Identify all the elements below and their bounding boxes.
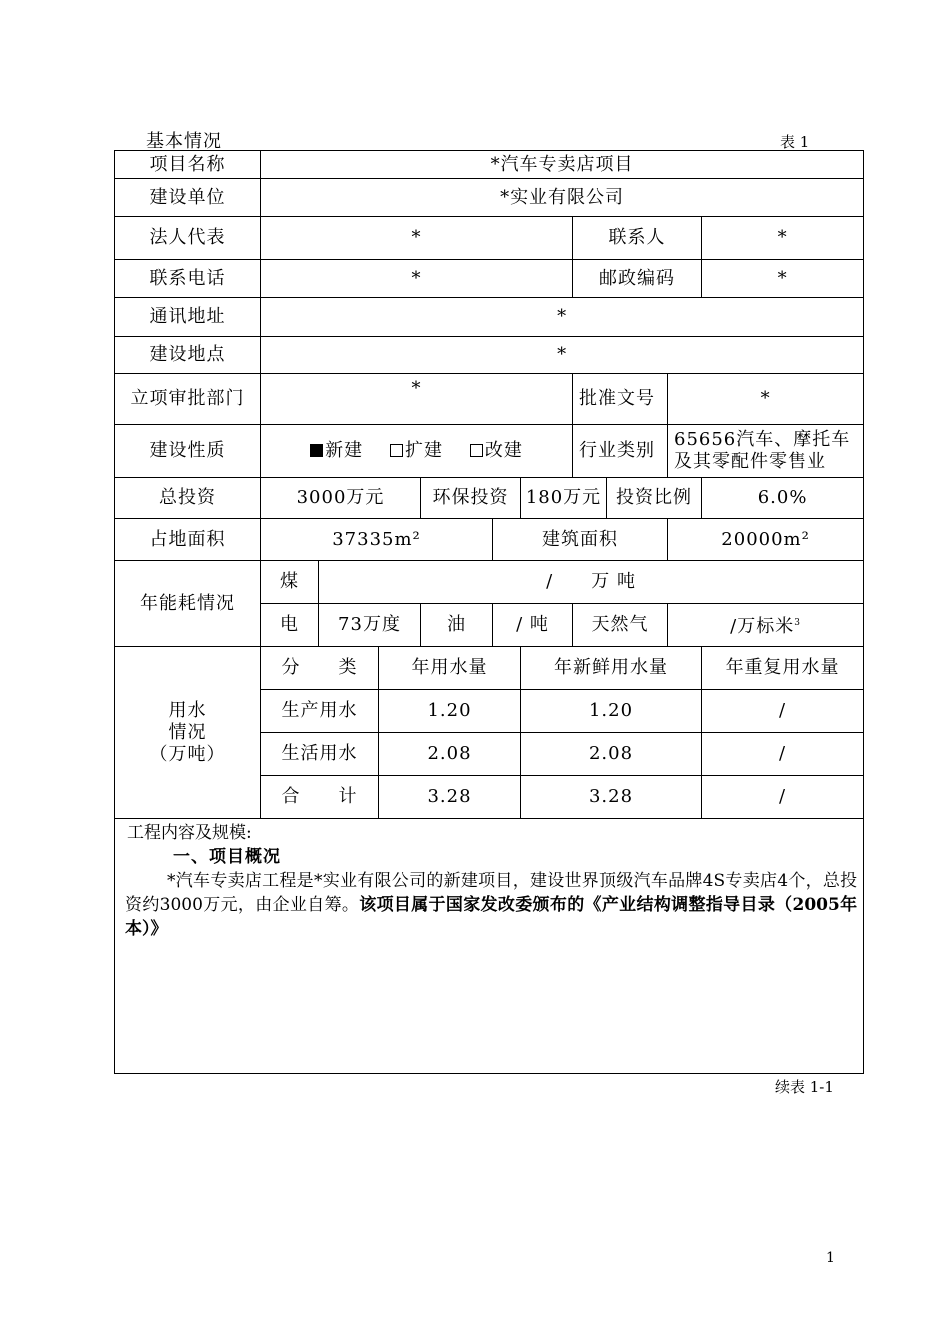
water-row-annual: 2.08 (379, 733, 521, 776)
nature-option-rebuild: 改建 (484, 440, 523, 461)
legal: * (261, 217, 573, 260)
water-row-annual: 3.28 (379, 776, 521, 819)
oil: / 吨 (493, 604, 573, 647)
water-row-fresh: 3.28 (521, 776, 702, 819)
nature-option-expand: 扩建 (405, 440, 443, 461)
water-col-fresh: 年新鲜用水量 (521, 647, 702, 690)
site-label: 建设地点 (115, 337, 261, 374)
elec: 73万度 (319, 604, 421, 647)
approval-doc-label: 批准文号 (573, 374, 668, 425)
coal-label: 煤 (261, 561, 319, 604)
water-row-fresh: 2.08 (521, 733, 702, 776)
nature-options (261, 425, 573, 478)
water-row-reuse: / (702, 776, 864, 819)
checkbox-empty-icon (390, 444, 403, 457)
oil-label: 油 (421, 604, 493, 647)
nature-option-new: 新建 (325, 440, 364, 461)
approval-dept: * (261, 374, 573, 425)
phone-label: 联系电话 (115, 260, 261, 298)
ratio: 6.0% (702, 478, 864, 519)
content-paragraph (125, 869, 857, 941)
section-title: 基本情况 (146, 131, 222, 152)
land-label: 占地面积 (115, 519, 261, 561)
invest: 3000万元 (261, 478, 421, 519)
industry-label: 行业类别 (573, 425, 668, 478)
gas-label: 天然气 (573, 604, 668, 647)
water-row-annual: 1.20 (379, 690, 521, 733)
water-row-type: 生活用水 (261, 733, 379, 776)
building: 20000m² (668, 519, 864, 561)
env-invest: 180万元 (521, 478, 607, 519)
content-text: *汽车专卖店工程是*实业有限公司的新建项目，建设世界顶级汽车品牌4S专卖店4个，总投资约3000万元，由企业自筹。 (125, 871, 858, 915)
checkbox-empty-icon (470, 444, 483, 457)
water-row-reuse: / (702, 733, 864, 776)
energy-label: 年能耗情况 (115, 561, 261, 647)
address-label: 通讯地址 (115, 298, 261, 337)
water-row-reuse: / (702, 690, 864, 733)
water-row-type: 生产用水 (261, 690, 379, 733)
invest-label: 总投资 (115, 478, 261, 519)
water-label-2: 情况 (168, 721, 207, 743)
building-label: 建筑面积 (493, 519, 668, 561)
contact-label: 联系人 (573, 217, 702, 260)
contact: * (702, 217, 864, 260)
approval-doc: * (668, 374, 864, 425)
water-row-type: 合 计 (261, 776, 379, 819)
water-col-annual: 年用水量 (379, 647, 521, 690)
env-invest-label: 环保投资 (421, 478, 521, 519)
checkbox-checked-icon (310, 444, 323, 457)
content-text-bold: 该项目属于国家发改委颁布的《产业结构调整指导目录（2005年本）》 (125, 895, 858, 939)
page-number: 1 (826, 1250, 835, 1266)
water-label-1: 用水 (168, 699, 207, 721)
nature-label: 建设性质 (115, 425, 261, 478)
coal: / 万 吨 (319, 561, 864, 604)
phone: * (261, 260, 573, 298)
postcode-label: 邮政编码 (573, 260, 702, 298)
approval-dept-label: 立项审批部门 (115, 374, 261, 425)
unit: *实业有限公司 (261, 179, 864, 217)
table-number: 表 1 (780, 133, 810, 151)
content-section-title: 一、项目概况 (173, 847, 281, 867)
project-name: *汽车专卖店项目 (261, 151, 864, 179)
industry: 65656汽车、摩托车及其零配件零售业 (668, 425, 864, 478)
site: * (261, 337, 864, 374)
water-label (115, 647, 261, 819)
project-name-label: 项目名称 (115, 151, 261, 179)
basic-info-table (114, 150, 864, 1074)
address: * (261, 298, 864, 337)
continued-table-label: 续表 1-1 (775, 1078, 834, 1096)
water-row-fresh: 1.20 (521, 690, 702, 733)
gas-value: /万标米 (730, 616, 795, 637)
water-col-reuse: 年重复用水量 (702, 647, 864, 690)
elec-label: 电 (261, 604, 319, 647)
legal-label: 法人代表 (115, 217, 261, 260)
gas-superscript: 3 (794, 618, 801, 628)
ratio-label: 投资比例 (607, 478, 702, 519)
content-heading: 工程内容及规模: (127, 823, 252, 843)
gas (668, 604, 864, 647)
postcode: * (702, 260, 864, 298)
water-col-type: 分 类 (261, 647, 379, 690)
unit-label: 建设单位 (115, 179, 261, 217)
water-label-3: （万吨） (149, 743, 226, 765)
project-content (115, 819, 864, 1074)
land: 37335m² (261, 519, 493, 561)
